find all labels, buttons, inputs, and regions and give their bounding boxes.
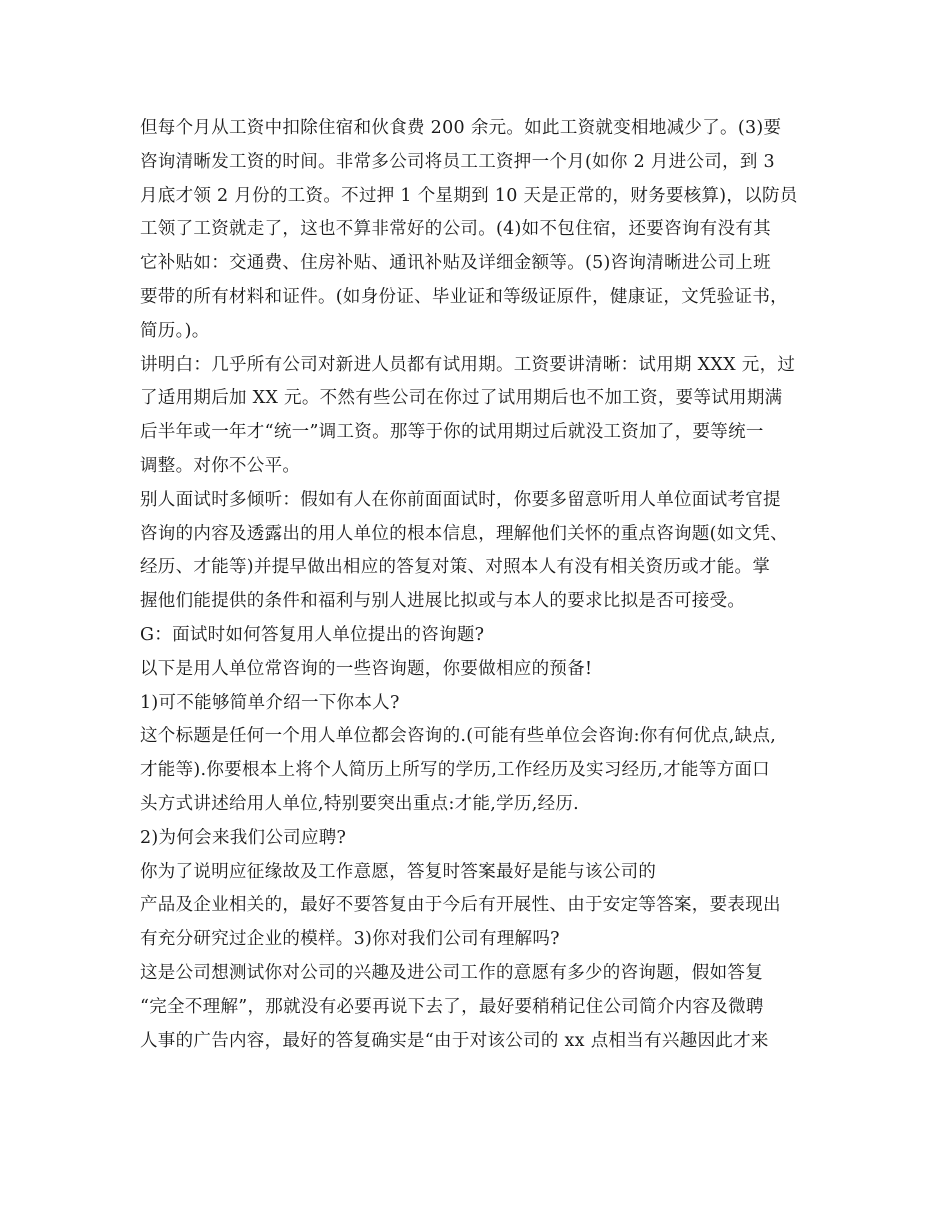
text-line: 经历、才能等)并提早做出相应的答复对策、对照本人有没有相关资历或才能。掌: [140, 557, 771, 578]
text-line: 才能等).你要根本上将个人简历上所写的学历,工作经历及实习经历,才能等方面口: [140, 760, 770, 781]
text-line: 你为了说明应征缘故及工作意愿，答复时答案最好是能与该公司的: [140, 861, 657, 882]
question-line: 1)可不能够简单介绍一下你本人?: [140, 692, 400, 713]
text-line: 产品及企业相关的，最好不要答复由于今后有开展性、由于安定等答案，要表现出: [140, 895, 781, 916]
text-line: 调整。对你不公平。: [140, 455, 301, 476]
text-line: 但每个月从工资中扣除住宿和伙食费 200 余元。如此工资就变相地减少了。(3)要: [140, 118, 782, 138]
text-line: 这个标题是任何一个用人单位都会咨询的.(可能有些单位会咨询:你有何优点,缺点,: [140, 726, 777, 747]
text-line: “完全不理解”，那就没有必要再说下去了，最好要稍稍记住公司简介内容及微聘: [140, 996, 764, 1017]
text-line: 简历。)。: [140, 320, 210, 341]
text-line: 头方式讲述给用人单位,特别要突出重点:才能,学历,经历.: [140, 793, 580, 814]
question-line: 2)为何会来我们公司应聘?: [140, 827, 347, 848]
text-line: 这是公司想测试你对公司的兴趣及进公司工作的意愿有多少的咨询题，假如答复: [140, 962, 763, 983]
text-line: 它补贴如：交通费、住房补贴、通讯补贴及详细金额等。(5)咨询清晰进公司上班: [140, 253, 771, 274]
text-line: 讲明白：几乎所有公司对新进人员都有试用期。工资要讲清晰：试用期 XXX 元，过: [140, 354, 796, 375]
document-body: [140, 112, 820, 1058]
text-line: 别人面试时多倾听：假如有人在你前面面试时，你要多留意听用人单位面试考官提: [140, 489, 781, 510]
text-line: 工领了工资就走了，这也不算非常好的公司。(4)如不包住宿，还要咨询有没有其: [140, 219, 771, 240]
text-line: 人事的广告内容，最好的答复确实是“由于对该公司的 xx 点相当有兴趣因此才来: [140, 1030, 769, 1051]
text-line: 咨询清晰发工资的时间。非常多公司将员工工资押一个月(如你 2 月进公司，到 3: [140, 151, 775, 172]
text-line: 要带的所有材料和证件。(如身份证、毕业证和等级证原件，健康证，文凭验证书，: [140, 286, 788, 307]
text-line: 握他们能提供的条件和福利与别人进展比拟或与本人的要求比拟是否可接受。: [140, 591, 746, 612]
text-line: 有充分研究过企业的模样。3)你对我们公司有理解吗?: [140, 929, 560, 950]
text-line: 月底才领 2 月份的工资。不过押 1 个星期到 10 天是正常的，财务要核算)，以防员: [140, 185, 798, 206]
text-line: 咨询的内容及透露出的用人单位的根本信息，理解他们关怀的重点咨询题(如文凭、: [140, 523, 788, 544]
text-line: 以下是用人单位常咨询的一些咨询题，你要做相应的预备!: [140, 658, 593, 679]
section-heading: G：面试时如何答复用人单位提出的咨询题?: [140, 624, 485, 645]
text-line: 后半年或一年才“统一”调工资。那等于你的试用期过后就没工资加了，要等统一: [140, 422, 764, 443]
text-line: 了适用期后加 XX 元。不然有些公司在你过了试用期后也不加工资，要等试用期满: [140, 388, 783, 409]
